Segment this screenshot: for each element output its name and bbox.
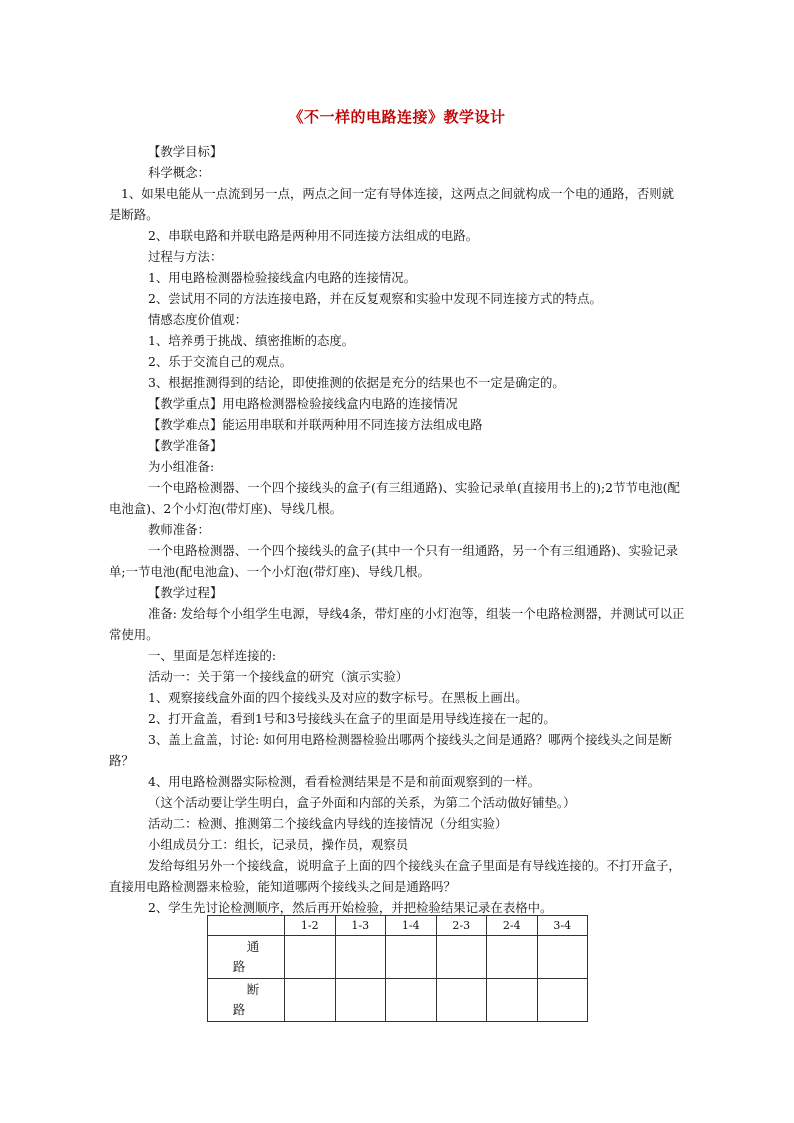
row-label-char: 通 [246,939,260,954]
paragraph: 2、乐于交流自己的观点。 [148,354,293,369]
section-heading-objectives: 【教学目标】 [148,144,223,159]
paragraph: 发给每组另外一个接线盒，说明盒子上面的四个接线头在盒子里面是有导线连接的。不打开盒子，直接用电路检测器来检验，能知道哪两个接线头之间是通路吗？ [109,858,681,894]
subheading-activity-two: 活动二：检测、推测第二个接线盒内导线的连接情况（分组实验） [148,816,508,831]
subheading-group-prep: 为小组准备: [148,459,215,474]
table-header-cell: 3-4 [537,916,588,936]
paragraph: 一个电路检测器、一个四个接线头的盒子(有三组通路)、实验记录单(直接用书上的);2节节电池(配电池盒)、2个小灯泡(带灯座)、导线几根。 [109,480,680,516]
row-label-circuit-open [208,979,285,1022]
table-header-cell: 2-3 [436,916,487,936]
table-row [208,979,588,1022]
paragraph: 一个电路检测器、一个四个接线头的盒子(其中一个只有一组通路，另一个有三组通路)、实验记录单;一节电池(配电池盒)、一个小灯泡(带灯座)、导线几根。 [109,543,679,579]
table-header-cell: 1-3 [335,916,386,936]
paragraph: 1、培养勇于挑战、缜密推断的态度。 [148,333,355,348]
paragraph-note: （这个活动要让学生明白，盒子外面和内部的关系，为第二个活动做好铺垫。） [148,795,576,810]
table-cell [487,936,538,979]
table-header-cell: 1-4 [386,916,437,936]
subheading-process-methods: 过程与方法： [148,249,223,264]
paragraph: 小组成员分工：组长，记录员，操作员，观察员 [148,837,409,852]
paragraph: 3、根据推测得到的结论，即使推测的依据是充分的结果也不一定是确定的。 [148,375,565,390]
table-cell [386,936,437,979]
subheading-science-concepts: 科学概念： [148,165,210,180]
paragraph: 2、学生先讨论检测顺序，然后再开始检验，并把检验结果记录在表格中。 [148,900,553,915]
table-cell [285,936,336,979]
paragraph: 1、如果电能从一点流到另一点，两点之间一定有导体连接，这两点之间就构成一个电的通路，否则就是断路。 [109,186,675,222]
paragraph: 3、盖上盒盖，讨论: 如何用电路检测器检验出哪两个接线头之间是通路？哪两个接线头之间是断路？ [109,732,673,768]
paragraph: 4、用电路检测器实际检测，看看检测结果是不是和前面观察到的一样。 [148,774,540,789]
section-heading-preparation: 【教学准备】 [148,438,223,453]
table-cell [386,979,437,1022]
subheading-attitudes-values: 情感态度价值观： [148,312,248,327]
table-row [208,936,588,979]
row-label-circuit-closed [208,936,285,979]
table-cell [335,936,386,979]
subheading-activity-one: 活动一：关于第一个接线盒的研究（演示实验） [148,669,409,684]
paragraph: 1、观察接线盒外面的四个接线头及对应的数字标号。在黑板上画出。 [148,690,528,705]
subheading-part-one: 一、里面是怎样连接的: [148,648,277,663]
document-body [109,141,686,918]
section-heading-difficulties: 【教学难点】能运用串联和并联两种用不同连接方法组成电路 [148,417,483,432]
results-table [207,915,588,1022]
table-header-row [208,916,588,936]
paragraph: 2、串联电路和并联电路是两种用不同连接方法组成的电路。 [148,228,479,243]
table-cell [285,979,336,1022]
section-heading-process: 【教学过程】 [148,585,223,600]
table-cell [436,936,487,979]
paragraph: 准备: 发给每个小组学生电源，导线4条，带灯座的小灯泡等，组装一个电路检测器，并测试可以正常使用。 [109,606,685,642]
paragraph: 2、尝试用不同的方法连接电路，并在反复观察和实验中发现不同连接方式的特点。 [148,291,602,306]
table-cell [537,979,588,1022]
table-corner-cell [208,916,285,936]
table-header-cell: 2-4 [487,916,538,936]
section-heading-key-points: 【教学重点】用电路检测器检验接线盒内电路的连接情况 [148,396,458,411]
table-header-cell: 1-2 [285,916,336,936]
document-title: 《不一样的电路连接》教学设计 [288,108,506,126]
subheading-teacher-prep: 教师准备： [148,522,210,537]
table-cell [537,936,588,979]
row-label-char: 路 [232,1002,246,1017]
table-cell [487,979,538,1022]
row-label-char: 路 [232,959,246,974]
row-label-char: 断 [246,982,260,997]
table-cell [335,979,386,1022]
table-cell [436,979,487,1022]
paragraph: 1、用电路检测器检验接线盒内电路的连接情况。 [148,270,417,285]
paragraph: 2、打开盒盖，看到1号和3号接线头在盒子的里面是用导线连接在一起的。 [148,711,556,726]
